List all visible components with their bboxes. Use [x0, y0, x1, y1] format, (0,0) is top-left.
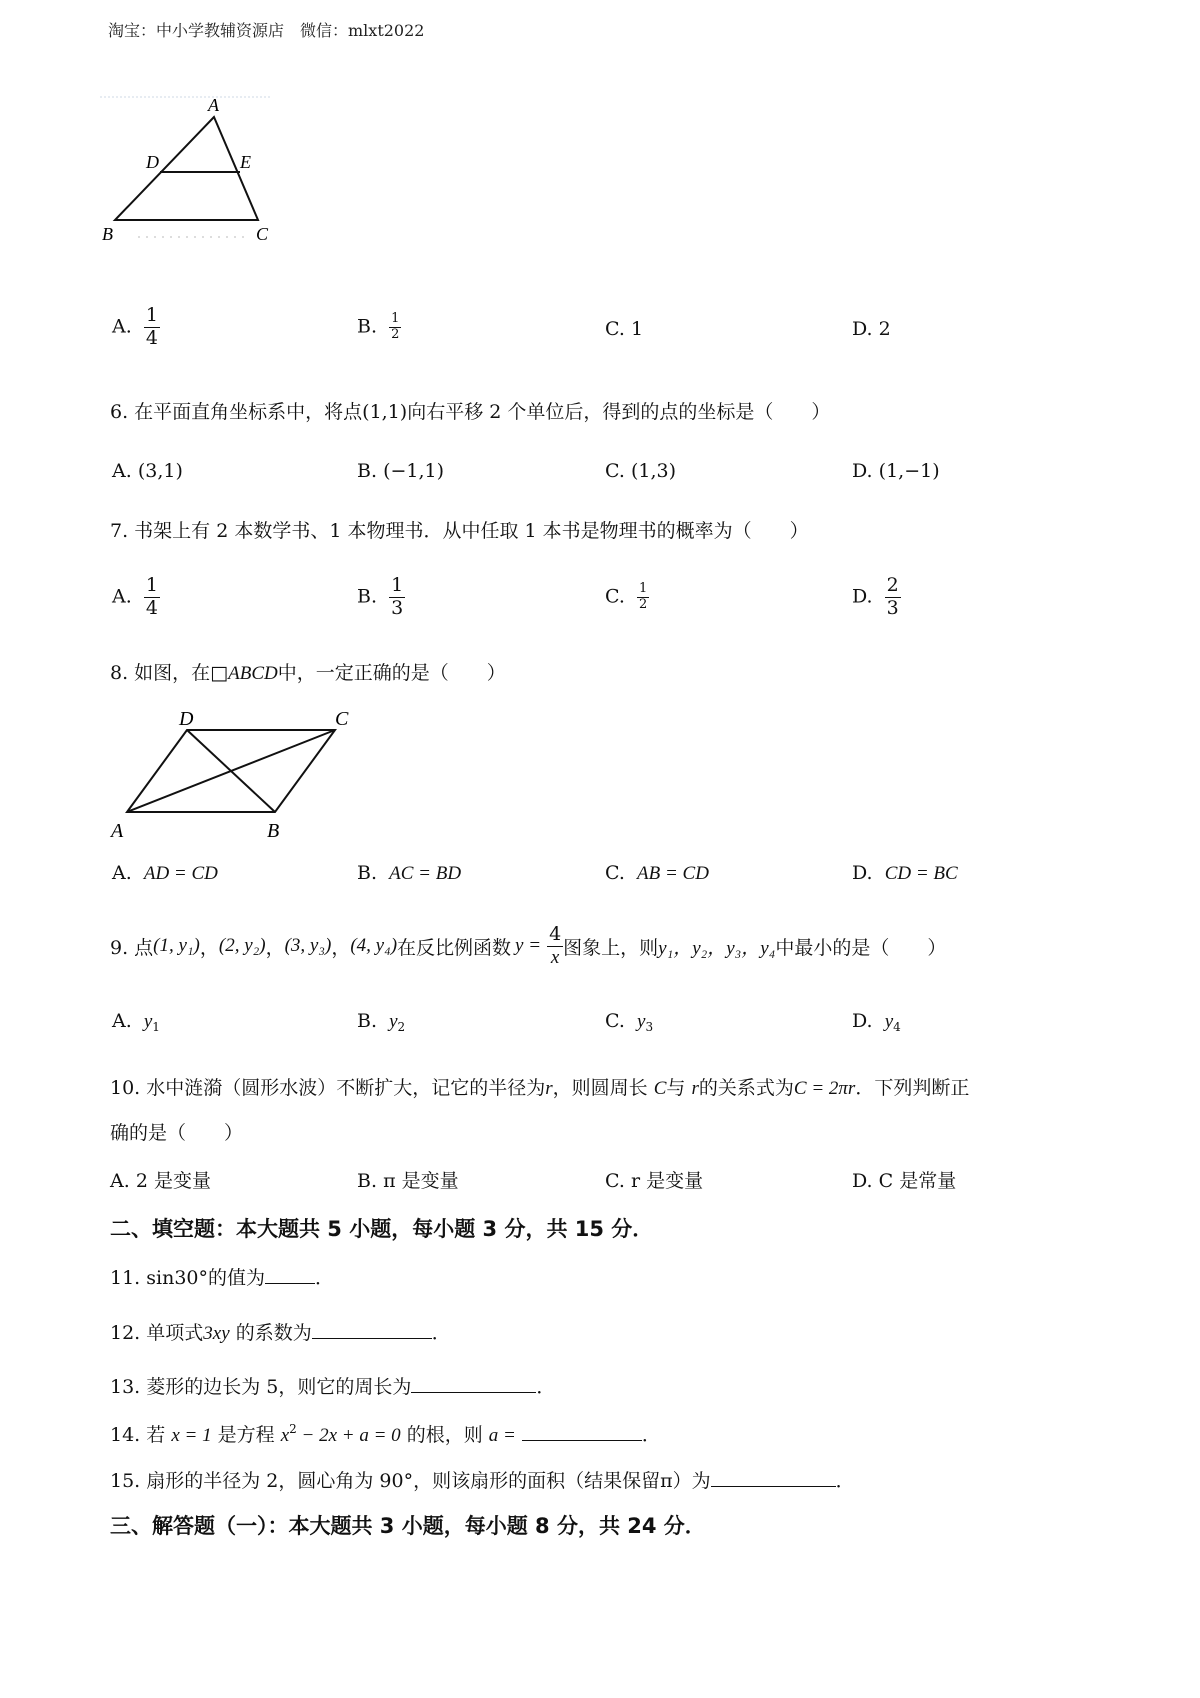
- q9-func-num: 4: [549, 923, 562, 945]
- q6-d-letter: D.: [852, 460, 873, 482]
- q10-line1-b: ，则圆周长: [552, 1077, 648, 1099]
- q14-eq-sup: 2: [289, 1422, 297, 1436]
- q6-option-d[interactable]: [852, 460, 940, 482]
- q12-a: 12. 单项式: [110, 1322, 204, 1344]
- q5-c-letter: C.: [605, 318, 625, 340]
- q10-formula: C = 2πr: [793, 1078, 856, 1099]
- q8-a-letter: A.: [112, 862, 132, 884]
- q6-b-text: (−1,1): [383, 460, 445, 482]
- q10-b-text: π 是变量: [383, 1170, 459, 1192]
- q15-answer-blank[interactable]: [711, 1486, 836, 1487]
- q6-c-letter: C.: [605, 460, 625, 482]
- q9-point-3: (3, y₃): [284, 935, 332, 957]
- q9-option-c[interactable]: [605, 1010, 653, 1034]
- q9-b-letter: B.: [357, 1010, 378, 1032]
- q7-a-fraction: [144, 575, 160, 620]
- q9-vars: y₁，y₂，y₃，y₄: [658, 937, 776, 959]
- label-a: A: [208, 95, 219, 115]
- q5-b-fraction: [389, 312, 401, 343]
- q8-option-a[interactable]: [112, 862, 218, 885]
- q9-end: 中最小的是（ ）: [775, 936, 947, 959]
- diagonal-bd: [187, 730, 275, 812]
- q9-func-lhs: y =: [515, 935, 542, 957]
- q6-stem: [110, 397, 830, 424]
- q14-a: 14. 若: [110, 1424, 166, 1446]
- q10-d-letter: D.: [852, 1170, 873, 1192]
- q6-a-text: (3,1): [137, 460, 183, 482]
- q9-b-var: y: [389, 1011, 398, 1032]
- q7-a-letter: A.: [112, 585, 132, 608]
- q9-a-letter: A.: [112, 1010, 132, 1032]
- label-c: C: [256, 224, 269, 244]
- q7-stem: 7. 书架上有 2 本数学书、1 本物理书．从中任取 1 本书是物理书的概率为（ ）: [110, 520, 809, 542]
- q9-suffix: 图象上，则: [563, 936, 659, 959]
- q14-answer-blank[interactable]: [522, 1440, 642, 1441]
- q7-a-den: 4: [145, 596, 158, 619]
- q8-b-letter: B.: [357, 862, 378, 884]
- q10-b-letter: B.: [357, 1170, 378, 1192]
- section-3-title: 三、解答题（一）：本大题共 3 小题，每小题 8 分，共 24 分．: [110, 1514, 706, 1538]
- q9-c-sub: 3: [645, 1020, 654, 1034]
- q6-stem-a: 6. 在平面直角坐标系中，将点: [110, 401, 363, 423]
- q9-option-a[interactable]: [112, 1010, 160, 1034]
- q5-b-num: 1: [391, 311, 400, 326]
- q5-d-letter: D.: [852, 318, 873, 340]
- q7-d-fraction: [885, 575, 901, 620]
- q7-b-num: 1: [391, 574, 404, 596]
- q5-option-c[interactable]: [605, 318, 643, 340]
- q7-a-num: 1: [145, 574, 158, 596]
- q7-c-fraction: [637, 582, 649, 613]
- q9-d-letter: D.: [852, 1010, 873, 1032]
- header-watermark: 淘宝：中小学教辅资源店 微信：mlxt2022: [108, 21, 425, 40]
- q9-c-letter: C.: [605, 1010, 625, 1032]
- q10-option-a[interactable]: [110, 1166, 211, 1193]
- q7-option-b[interactable]: [357, 575, 405, 620]
- q9-d-sub: 4: [893, 1020, 901, 1034]
- q9-func-fraction: [547, 924, 563, 969]
- q8-stem: [110, 658, 506, 685]
- q11-end: ．: [315, 1267, 335, 1289]
- q10-a-letter: A.: [110, 1170, 130, 1192]
- q11-stem: [110, 1263, 334, 1290]
- q10-line1-c: 与: [666, 1077, 686, 1099]
- q8-stem-b: 中，一定正确的是（ ）: [277, 662, 506, 684]
- q6-stem-b: 向右平移 2 个单位后，得到的点的坐标是（ ）: [407, 401, 831, 423]
- q10-line1: [110, 1073, 969, 1100]
- q7-d-letter: D.: [852, 585, 873, 608]
- q10-line1-d: 的关系式为: [698, 1077, 794, 1099]
- label-a: A: [111, 820, 124, 842]
- q14-var: a =: [488, 1425, 516, 1446]
- q9-d-var: y: [884, 1011, 894, 1032]
- q10-r-2: r: [691, 1078, 699, 1099]
- q5-a-letter: A.: [112, 315, 132, 338]
- label-d: D: [179, 708, 194, 730]
- q9-b-sub: 2: [397, 1020, 406, 1034]
- q5-b-den: 2: [391, 326, 400, 342]
- q9-c-var: y: [637, 1011, 646, 1032]
- q5-a-num: 1: [145, 304, 158, 326]
- q9-point-2: (2, y₂): [218, 935, 266, 957]
- q12-stem: [110, 1318, 451, 1345]
- q14-c: 的根，则: [406, 1424, 483, 1446]
- q10-c-letter: C.: [605, 1170, 625, 1192]
- q5-a-den: 4: [145, 326, 158, 349]
- q12-end: ．: [431, 1322, 451, 1344]
- q5-b-letter: B.: [357, 315, 378, 338]
- q9-stem: 9. 点 (1, y₁) ， (2, y₂) ， (3, y₃) ， (4, y₄) 在反比例函数 y = $\frac{4}{x}$ 图象上，则 y₁，y₂，y₃，y₄ 中最小的是（ ）: [110, 923, 947, 968]
- q14-cond: x = 1: [171, 1425, 212, 1446]
- q11-answer-blank[interactable]: [265, 1283, 315, 1284]
- q9-prefix: 9. 点: [110, 936, 154, 959]
- q9-option-d[interactable]: [852, 1010, 901, 1034]
- q15-stem: [110, 1466, 855, 1493]
- q8-stem-a: 8. 如图，在□: [110, 662, 229, 684]
- triangle-abc: [115, 117, 258, 220]
- q6-point: (1,1): [362, 401, 408, 423]
- q9-a-sub: 1: [152, 1020, 160, 1034]
- label-b: B: [102, 224, 113, 244]
- q5-option-d[interactable]: [852, 318, 891, 340]
- q7-b-fraction: [389, 575, 405, 620]
- q10-c-text: r 是变量: [630, 1170, 704, 1192]
- label-d: D: [146, 152, 159, 172]
- q8-b-text: AC = BD: [389, 863, 462, 884]
- q7-d-num: 2: [886, 574, 899, 596]
- q10-option-d[interactable]: [852, 1166, 956, 1193]
- q13-answer-blank[interactable]: [411, 1392, 536, 1393]
- q8-option-b[interactable]: [357, 862, 461, 885]
- q7-option-d[interactable]: [852, 575, 901, 620]
- q10-line1-a: 10. 水中涟漪（圆形水波）不断扩大，记它的半径为: [110, 1077, 546, 1099]
- q15-end: ．: [835, 1470, 855, 1492]
- q11-text: 11. sin30°的值为: [110, 1267, 265, 1289]
- q5-option-a[interactable]: [112, 305, 160, 350]
- q14-stem: [110, 1420, 661, 1447]
- q9-point-4: (4, y₄): [350, 935, 398, 957]
- q9-mid: 在反比例函数: [397, 936, 512, 959]
- q7-b-letter: B.: [357, 585, 378, 608]
- q14-end: ．: [641, 1424, 661, 1446]
- q6-a-letter: A.: [112, 460, 132, 482]
- q12-b: 的系数为: [235, 1322, 312, 1344]
- q6-option-a[interactable]: [112, 460, 183, 482]
- q7-c-num: 1: [638, 581, 648, 596]
- q13-end: ．: [536, 1376, 556, 1398]
- q7-option-a[interactable]: [112, 575, 160, 620]
- q8-option-d[interactable]: [852, 862, 958, 885]
- q8-shape: ABCD: [228, 663, 278, 684]
- q12-answer-blank[interactable]: [312, 1338, 432, 1339]
- q6-c-text: (1,3): [630, 460, 676, 482]
- q10-option-b[interactable]: [357, 1166, 459, 1193]
- q8-a-text: AD = CD: [143, 863, 218, 884]
- q9-option-b[interactable]: [357, 1010, 405, 1034]
- q8-option-c[interactable]: [605, 862, 709, 885]
- q5-d-text: 2: [878, 318, 891, 340]
- q8-c-text: AB = CD: [637, 863, 709, 884]
- q6-b-letter: B.: [357, 460, 378, 482]
- label-b: B: [267, 820, 280, 842]
- q10-a-text: 2 是变量: [135, 1170, 211, 1192]
- label-e: E: [240, 152, 251, 172]
- q14-eq-b: − 2x + a = 0: [296, 1425, 401, 1446]
- q7-option-c[interactable]: [605, 582, 649, 613]
- parallelogram-figure: [105, 705, 365, 845]
- q6-option-b[interactable]: [357, 460, 444, 482]
- q5-a-fraction: [144, 305, 160, 350]
- q7-c-letter: C.: [605, 585, 625, 608]
- section-2-title: 二、填空题：本大题共 5 小题，每小题 3 分，共 15 分．: [110, 1217, 654, 1241]
- q10-line2: 确的是（ ）: [110, 1122, 244, 1144]
- q5-c-text: 1: [630, 318, 644, 340]
- q8-d-text: CD = BC: [884, 863, 958, 884]
- q5-option-b[interactable]: [357, 312, 401, 343]
- q14-b: 是方程: [217, 1424, 275, 1446]
- q15-text: 15. 扇形的半径为 2，圆心角为 90°，则该扇形的面积（结果保留π）为: [110, 1470, 711, 1492]
- q6-option-c[interactable]: [605, 460, 676, 482]
- label-c: C: [335, 708, 349, 730]
- q13-stem: [110, 1372, 555, 1399]
- q10-r: r: [545, 1078, 553, 1099]
- q10-option-c[interactable]: [605, 1166, 703, 1193]
- q8-d-letter: D.: [852, 862, 873, 884]
- q10-c: C: [653, 1078, 667, 1099]
- q6-d-text: (1,−1): [878, 460, 940, 482]
- q10-d-text: C 是常量: [878, 1170, 957, 1192]
- triangle-figure: [100, 95, 300, 265]
- q7-c-den: 2: [638, 596, 648, 612]
- q14-eq-a: x: [280, 1425, 290, 1446]
- q7-b-den: 3: [391, 596, 404, 619]
- q9-func-den: x: [550, 946, 560, 968]
- q7-d-den: 3: [886, 596, 899, 619]
- q9-a-var: y: [143, 1011, 153, 1032]
- q13-text: 13. 菱形的边长为 5，则它的周长为: [110, 1376, 412, 1398]
- q8-c-letter: C.: [605, 862, 625, 884]
- q10-line1-e: ．下列判断正: [855, 1077, 970, 1099]
- q9-point-1: (1, y₁): [153, 935, 200, 957]
- q12-expr: 3xy: [203, 1323, 230, 1344]
